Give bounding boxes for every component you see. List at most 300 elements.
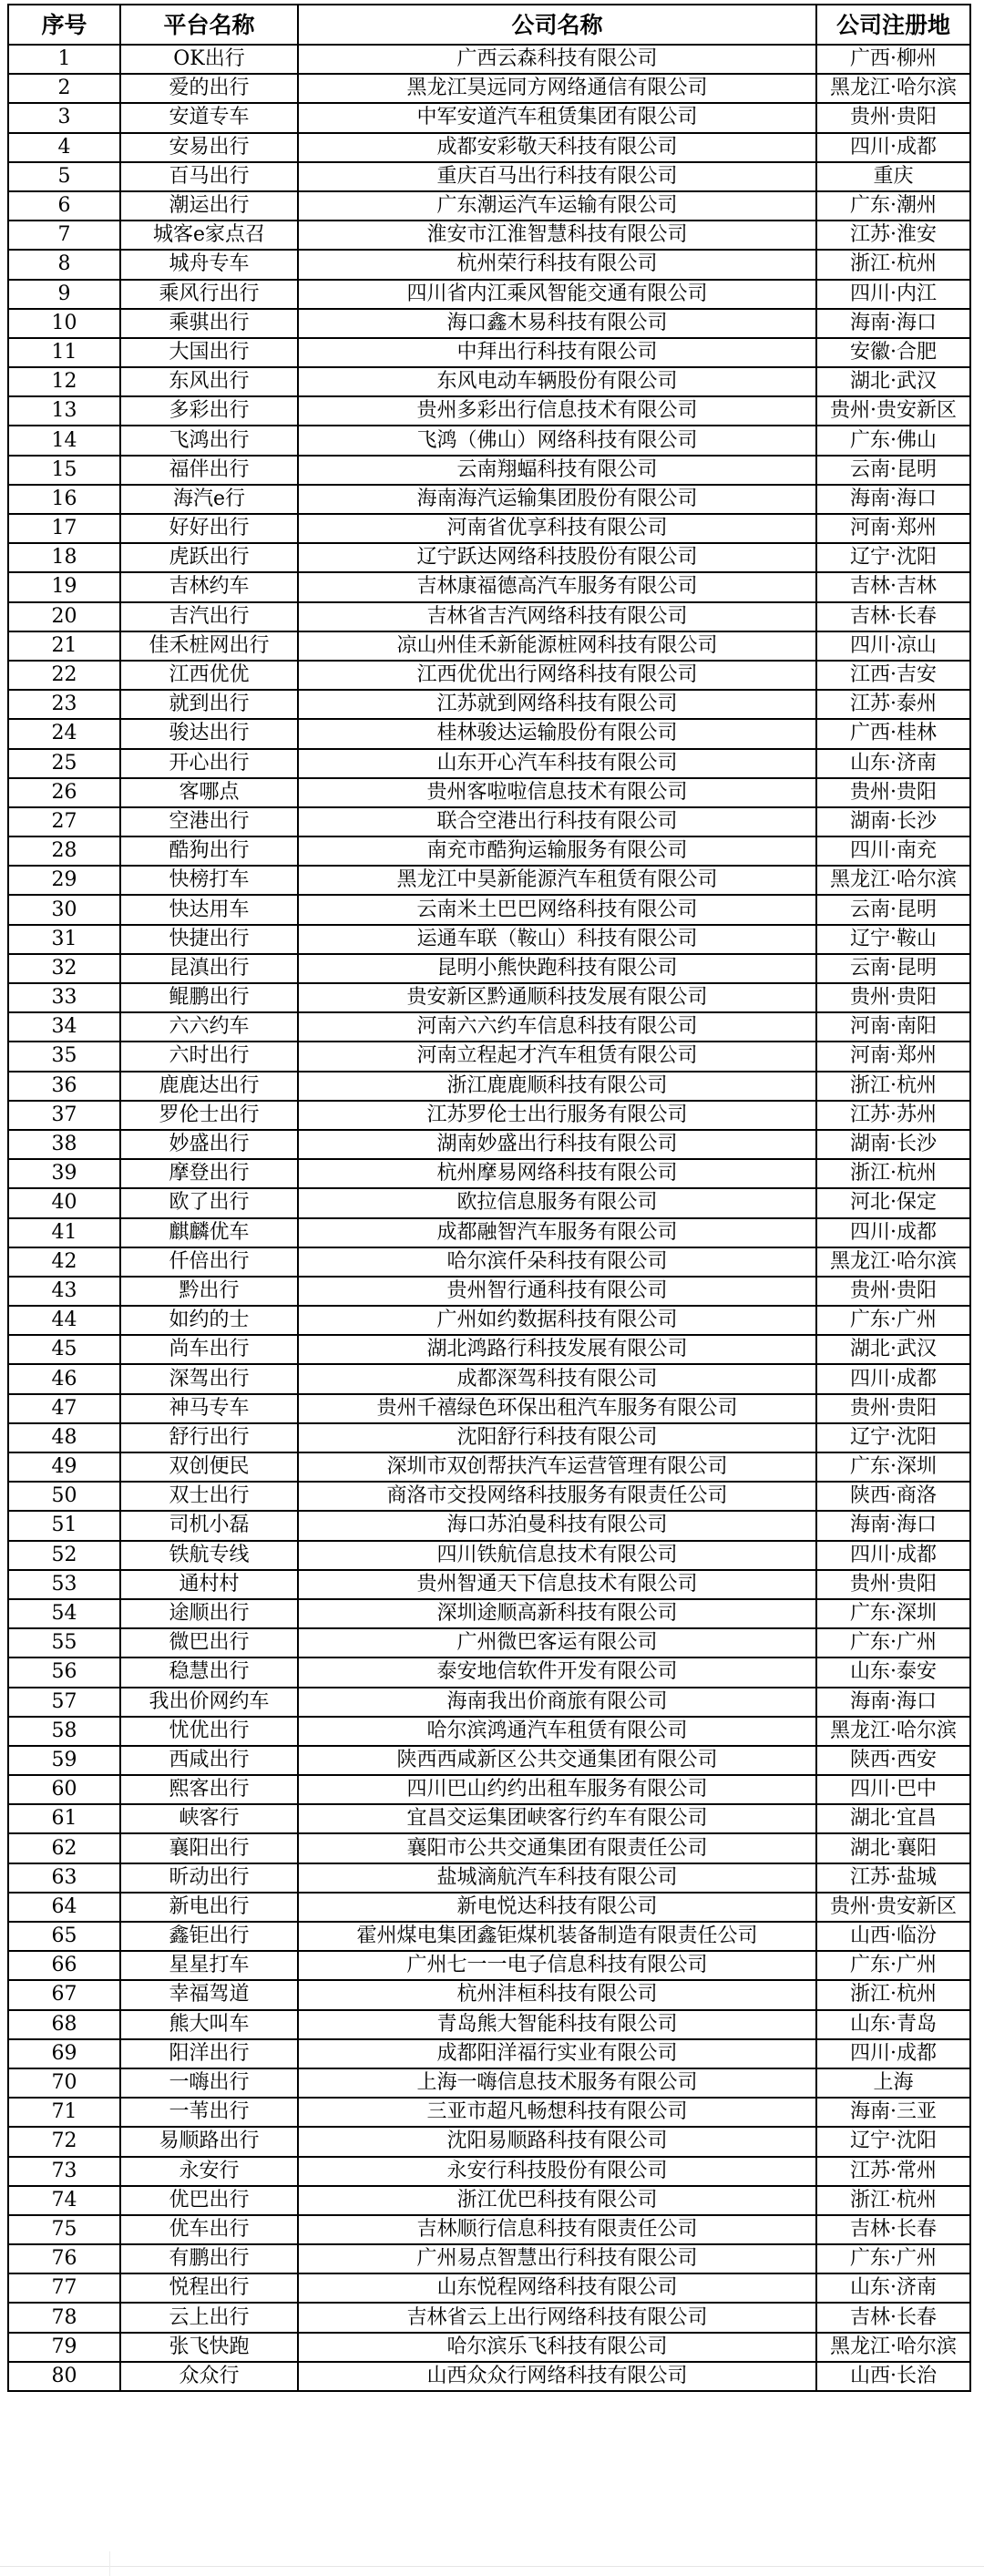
cell-platform-name: 安道专车 [120,103,298,132]
cell-registered-location: 浙江·杭州 [816,2186,970,2215]
cell-company-name: 深圳途顺高新科技有限公司 [298,1599,816,1628]
cell-index: 31 [8,925,120,954]
cell-platform-name: 佳禾桩网出行 [120,631,298,661]
cell-platform-name: 永安行 [120,2157,298,2186]
cell-platform-name: 如约的士 [120,1306,298,1335]
cell-company-name: 泰安地信软件开发有限公司 [298,1657,816,1687]
cell-index: 23 [8,690,120,719]
table-row [8,133,970,162]
cell-registered-location: 黑龙江·哈尔滨 [816,1247,970,1277]
table-row [8,1012,970,1042]
cell-registered-location: 广东·深圳 [816,1452,970,1482]
cell-platform-name: OK出行 [120,45,298,74]
table-row [8,426,970,455]
cell-company-name: 广州微巴客运有限公司 [298,1628,816,1657]
cell-company-name: 山东悦程网络科技有限公司 [298,2273,816,2303]
cell-company-name: 中拜出行科技有限公司 [298,338,816,367]
cell-platform-name: 易顺路出行 [120,2127,298,2156]
cell-platform-name: 忧优出行 [120,1717,298,1746]
cell-registered-location: 山东·泰安 [816,1657,970,1687]
cell-company-name: 黑龙江昊远同方网络通信有限公司 [298,74,816,103]
cell-index: 10 [8,309,120,338]
cell-platform-name: 我出价网约车 [120,1688,298,1717]
cell-platform-name: 鲲鹏出行 [120,983,298,1012]
cell-platform-name: 稳慧出行 [120,1657,298,1687]
cell-registered-location: 湖北·襄阳 [816,1833,970,1863]
cell-index: 51 [8,1511,120,1540]
table-row [8,1893,970,1922]
cell-company-name: 四川巴山约约出租车服务有限公司 [298,1775,816,1804]
cell-registered-location: 江苏·盐城 [816,1863,970,1893]
cell-index: 15 [8,456,120,485]
cell-index: 6 [8,191,120,221]
cell-platform-name: 潮运出行 [120,191,298,221]
table-row [8,1541,970,1570]
cell-registered-location: 安徽·合肥 [816,338,970,367]
cell-platform-name: 一嗨出行 [120,2068,298,2098]
cell-index: 67 [8,1980,120,2009]
cell-registered-location: 贵州·贵阳 [816,1394,970,1423]
cell-index: 55 [8,1628,120,1657]
cell-registered-location: 海南·海口 [816,309,970,338]
table-row [8,2098,970,2127]
table-row [8,1804,970,1833]
cell-registered-location: 江苏·常州 [816,2157,970,2186]
cell-registered-location: 湖北·武汉 [816,1335,970,1364]
table-row [8,661,970,690]
cell-company-name: 吉林省吉汽网络科技有限公司 [298,602,816,631]
cell-registered-location: 广东·广州 [816,2244,970,2273]
cell-registered-location: 黑龙江·哈尔滨 [816,866,970,895]
cell-registered-location: 广东·广州 [816,1628,970,1657]
cell-index: 8 [8,250,120,279]
cell-company-name: 南充市酷狗运输服务有限公司 [298,836,816,866]
cell-index: 27 [8,807,120,836]
cell-company-name: 杭州摩易网络科技有限公司 [298,1159,816,1188]
cell-registered-location: 山东·济南 [816,749,970,778]
cell-platform-name: 东风出行 [120,367,298,396]
cell-company-name: 河南六六约车信息科技有限公司 [298,1012,816,1042]
cell-platform-name: 深驾出行 [120,1364,298,1393]
table-row [8,1775,970,1804]
page-bottom-mark [109,2551,110,2576]
cell-platform-name: 舒行出行 [120,1423,298,1452]
table-row [8,1922,970,1951]
table-row [8,280,970,309]
table-row [8,719,970,748]
cell-platform-name: 爱的出行 [120,74,298,103]
cell-company-name: 联合空港出行科技有限公司 [298,807,816,836]
cell-company-name: 成都深驾科技有限公司 [298,1364,816,1393]
cell-platform-name: 仟倍出行 [120,1247,298,1277]
cell-platform-name: 骏达出行 [120,719,298,748]
cell-company-name: 飞鸿（佛山）网络科技有限公司 [298,426,816,455]
cell-index: 28 [8,836,120,866]
cell-platform-name: 酷狗出行 [120,836,298,866]
cell-index: 19 [8,572,120,601]
cell-registered-location: 广西·桂林 [816,719,970,748]
page-bottom-rule [0,2566,984,2567]
table-row [8,2127,970,2156]
cell-company-name: 贵州多彩出行信息技术有限公司 [298,396,816,426]
cell-registered-location: 四川·成都 [816,2039,970,2068]
cell-platform-name: 多彩出行 [120,396,298,426]
cell-platform-name: 星星打车 [120,1951,298,1980]
cell-registered-location: 云南·昆明 [816,895,970,924]
table-row [8,221,970,250]
cell-registered-location: 河北·保定 [816,1188,970,1217]
table-row [8,1247,970,1277]
cell-index: 35 [8,1042,120,1071]
cell-index: 76 [8,2244,120,2273]
table-row [8,895,970,924]
cell-company-name: 四川铁航信息技术有限公司 [298,1541,816,1570]
cell-platform-name: 云上出行 [120,2303,298,2332]
table-row [8,1511,970,1540]
cell-platform-name: 张飞快跑 [120,2333,298,2362]
cell-index: 13 [8,396,120,426]
cell-company-name: 商洛市交投网络科技服务有限责任公司 [298,1482,816,1511]
cell-index: 34 [8,1012,120,1042]
cell-company-name: 杭州沣桓科技有限公司 [298,1980,816,2009]
cell-index: 46 [8,1364,120,1393]
cell-registered-location: 贵州·贵安新区 [816,1893,970,1922]
cell-company-name: 吉林省云上出行网络科技有限公司 [298,2303,816,2332]
table-row [8,1335,970,1364]
cell-registered-location: 浙江·杭州 [816,1980,970,2009]
cell-index: 68 [8,2010,120,2039]
cell-index: 50 [8,1482,120,1511]
cell-registered-location: 四川·成都 [816,1364,970,1393]
cell-index: 17 [8,514,120,543]
table-row [8,1306,970,1335]
cell-platform-name: 通村村 [120,1570,298,1599]
cell-registered-location: 江苏·苏州 [816,1101,970,1130]
cell-platform-name: 快达用车 [120,895,298,924]
cell-index: 12 [8,367,120,396]
cell-registered-location: 湖南·长沙 [816,1130,970,1159]
cell-index: 65 [8,1922,120,1951]
cell-index: 44 [8,1306,120,1335]
cell-company-name: 欧拉信息服务有限公司 [298,1188,816,1217]
table-row [8,572,970,601]
cell-registered-location: 吉林·长春 [816,2303,970,2332]
cell-company-name: 浙江鹿鹿顺科技有限公司 [298,1072,816,1101]
cell-platform-name: 乘骐出行 [120,309,298,338]
cell-platform-name: 新电出行 [120,1893,298,1922]
table-row [8,191,970,221]
cell-index: 66 [8,1951,120,1980]
cell-platform-name: 双创便民 [120,1452,298,1482]
cell-company-name: 贵州千禧绿色环保出租汽车服务有限公司 [298,1394,816,1423]
cell-company-name: 永安行科技股份有限公司 [298,2157,816,2186]
cell-index: 73 [8,2157,120,2186]
cell-index: 48 [8,1423,120,1452]
cell-registered-location: 黑龙江·哈尔滨 [816,1717,970,1746]
cell-index: 57 [8,1688,120,1717]
table-row [8,2244,970,2273]
cell-platform-name: 妙盛出行 [120,1130,298,1159]
cell-platform-name: 微巴出行 [120,1628,298,1657]
cell-registered-location: 湖北·武汉 [816,367,970,396]
header-platform-name: 平台名称 [120,5,298,45]
cell-platform-name: 襄阳出行 [120,1833,298,1863]
cell-company-name: 淮安市江淮智慧科技有限公司 [298,221,816,250]
table-body [8,45,970,2391]
cell-index: 39 [8,1159,120,1188]
cell-index: 49 [8,1452,120,1482]
cell-platform-name: 阳洋出行 [120,2039,298,2068]
cell-platform-name: 黔出行 [120,1277,298,1306]
cell-platform-name: 吉林约车 [120,572,298,601]
table-row [8,1423,970,1452]
table-row [8,1188,970,1217]
table-row [8,1482,970,1511]
cell-platform-name: 城舟专车 [120,250,298,279]
cell-company-name: 广州如约数据科技有限公司 [298,1306,816,1335]
cell-index: 69 [8,2039,120,2068]
cell-platform-name: 昆滇出行 [120,954,298,983]
table-row [8,1688,970,1717]
cell-registered-location: 河南·郑州 [816,514,970,543]
cell-company-name: 云南米土巴巴网络科技有限公司 [298,895,816,924]
cell-index: 30 [8,895,120,924]
table-row [8,1452,970,1482]
cell-platform-name: 好好出行 [120,514,298,543]
header-registered-location: 公司注册地 [816,5,970,45]
table-row [8,1599,970,1628]
cell-registered-location: 浙江·杭州 [816,1072,970,1101]
cell-index: 63 [8,1863,120,1893]
cell-company-name: 海南我出价商旅有限公司 [298,1688,816,1717]
cell-company-name: 深圳市双创帮扶汽车运营管理有限公司 [298,1452,816,1482]
cell-index: 43 [8,1277,120,1306]
cell-index: 75 [8,2215,120,2244]
cell-index: 45 [8,1335,120,1364]
table-row [8,1364,970,1393]
header-index: 序号 [8,5,120,45]
table-header [8,5,970,45]
cell-company-name: 盐城滴航汽车科技有限公司 [298,1863,816,1893]
cell-platform-name: 优巴出行 [120,2186,298,2215]
ride-hailing-platform-table [7,4,971,2392]
cell-registered-location: 江苏·淮安 [816,221,970,250]
cell-registered-location: 海南·三亚 [816,2098,970,2127]
cell-company-name: 陕西西咸新区公共交通集团有限公司 [298,1746,816,1775]
cell-index: 77 [8,2273,120,2303]
cell-company-name: 运通车联（鞍山）科技有限公司 [298,925,816,954]
cell-registered-location: 上海 [816,2068,970,2098]
table-row [8,631,970,661]
cell-company-name: 襄阳市公共交通集团有限责任公司 [298,1833,816,1863]
cell-platform-name: 神马专车 [120,1394,298,1423]
cell-registered-location: 四川·南充 [816,836,970,866]
table-row [8,1394,970,1423]
cell-registered-location: 广东·广州 [816,1951,970,1980]
cell-platform-name: 峡客行 [120,1804,298,1833]
table-row [8,1628,970,1657]
cell-platform-name: 福伴出行 [120,456,298,485]
cell-registered-location: 山西·长治 [816,2362,970,2391]
cell-index: 78 [8,2303,120,2332]
cell-registered-location: 四川·凉山 [816,631,970,661]
cell-index: 22 [8,661,120,690]
table-row [8,456,970,485]
cell-registered-location: 贵州·贵阳 [816,103,970,132]
cell-company-name: 贵州智行通科技有限公司 [298,1277,816,1306]
cell-registered-location: 河南·南阳 [816,1012,970,1042]
cell-company-name: 贵安新区黔通顺科技发展有限公司 [298,983,816,1012]
cell-index: 56 [8,1657,120,1687]
cell-company-name: 成都安彩敬天科技有限公司 [298,133,816,162]
cell-company-name: 广州七一一电子信息科技有限公司 [298,1951,816,1980]
cell-company-name: 重庆百马出行科技有限公司 [298,162,816,191]
cell-platform-name: 空港出行 [120,807,298,836]
table-row [8,2157,970,2186]
cell-company-name: 霍州煤电集团鑫钜煤机装备制造有限责任公司 [298,1922,816,1951]
cell-company-name: 浙江优巴科技有限公司 [298,2186,816,2215]
cell-company-name: 沈阳易顺路科技有限公司 [298,2127,816,2156]
cell-platform-name: 鹿鹿达出行 [120,1072,298,1101]
cell-index: 26 [8,778,120,807]
table-row [8,1951,970,1980]
cell-index: 64 [8,1893,120,1922]
table-row [8,2039,970,2068]
table-row [8,778,970,807]
table-row [8,1277,970,1306]
cell-index: 24 [8,719,120,748]
cell-registered-location: 辽宁·鞍山 [816,925,970,954]
table-row [8,602,970,631]
table-row [8,1657,970,1687]
cell-index: 14 [8,426,120,455]
cell-index: 59 [8,1746,120,1775]
cell-registered-location: 贵州·贵安新区 [816,396,970,426]
cell-index: 41 [8,1218,120,1247]
cell-platform-name: 罗伦士出行 [120,1101,298,1130]
table-row [8,807,970,836]
cell-registered-location: 四川·内江 [816,280,970,309]
table-row [8,1072,970,1101]
cell-index: 80 [8,2362,120,2391]
cell-index: 32 [8,954,120,983]
cell-company-name: 哈尔滨鸿通汽车租赁有限公司 [298,1717,816,1746]
table-row [8,2068,970,2098]
cell-company-name: 三亚市超凡畅想科技有限公司 [298,2098,816,2127]
cell-company-name: 海口苏泊曼科技有限公司 [298,1511,816,1540]
cell-index: 11 [8,338,120,367]
cell-platform-name: 乘风行出行 [120,280,298,309]
cell-registered-location: 广东·潮州 [816,191,970,221]
cell-registered-location: 吉林·吉林 [816,572,970,601]
cell-registered-location: 黑龙江·哈尔滨 [816,2333,970,2362]
cell-index: 25 [8,749,120,778]
cell-company-name: 东风电动车辆股份有限公司 [298,367,816,396]
cell-index: 38 [8,1130,120,1159]
cell-company-name: 吉林顺行信息科技有限责任公司 [298,2215,816,2244]
cell-registered-location: 吉林·长春 [816,2215,970,2244]
cell-platform-name: 江西优优 [120,661,298,690]
cell-index: 9 [8,280,120,309]
cell-platform-name: 海汽e行 [120,485,298,514]
table-row [8,836,970,866]
cell-index: 2 [8,74,120,103]
cell-company-name: 宜昌交运集团峡客行约车有限公司 [298,1804,816,1833]
cell-platform-name: 快榜打车 [120,866,298,895]
cell-company-name: 河南省优享科技有限公司 [298,514,816,543]
registry-sheet [7,4,969,2392]
cell-registered-location: 贵州·贵阳 [816,778,970,807]
cell-registered-location: 广西·柳州 [816,45,970,74]
table-row [8,2215,970,2244]
table-row [8,1717,970,1746]
table-row [8,2010,970,2039]
cell-company-name: 沈阳舒行科技有限公司 [298,1423,816,1452]
header-company-name: 公司名称 [298,5,816,45]
cell-index: 7 [8,221,120,250]
cell-index: 71 [8,2098,120,2127]
table-row [8,396,970,426]
cell-company-name: 江西优优出行网络科技有限公司 [298,661,816,690]
table-row [8,162,970,191]
cell-platform-name: 摩登出行 [120,1159,298,1188]
cell-company-name: 山东开心汽车科技有限公司 [298,749,816,778]
cell-company-name: 江苏就到网络科技有限公司 [298,690,816,719]
cell-platform-name: 熙客出行 [120,1775,298,1804]
table-row [8,1218,970,1247]
cell-registered-location: 陕西·西安 [816,1746,970,1775]
table-row [8,2273,970,2303]
cell-index: 16 [8,485,120,514]
table-row [8,1833,970,1863]
cell-company-name: 江苏罗伦士出行服务有限公司 [298,1101,816,1130]
cell-index: 58 [8,1717,120,1746]
cell-registered-location: 湖南·长沙 [816,807,970,836]
cell-company-name: 哈尔滨仟朵科技有限公司 [298,1247,816,1277]
cell-company-name: 海南海汽运输集团股份有限公司 [298,485,816,514]
cell-company-name: 山西众众行网络科技有限公司 [298,2362,816,2391]
cell-platform-name: 熊大叫车 [120,2010,298,2039]
cell-platform-name: 幸福驾道 [120,1980,298,2009]
cell-registered-location: 河南·郑州 [816,1042,970,1071]
table-row [8,1130,970,1159]
cell-platform-name: 悦程出行 [120,2273,298,2303]
cell-registered-location: 四川·成都 [816,133,970,162]
cell-registered-location: 重庆 [816,162,970,191]
table-row [8,749,970,778]
cell-company-name: 桂林骏达运输股份有限公司 [298,719,816,748]
cell-platform-name: 飞鸿出行 [120,426,298,455]
cell-platform-name: 优车出行 [120,2215,298,2244]
cell-company-name: 成都阳洋福行实业有限公司 [298,2039,816,2068]
table-row [8,1863,970,1893]
cell-registered-location: 广东·佛山 [816,426,970,455]
cell-company-name: 昆明小熊快跑科技有限公司 [298,954,816,983]
cell-company-name: 河南立程起才汽车租赁有限公司 [298,1042,816,1071]
cell-index: 36 [8,1072,120,1101]
cell-registered-location: 江西·吉安 [816,661,970,690]
table-row [8,1101,970,1130]
cell-registered-location: 山东·济南 [816,2273,970,2303]
cell-registered-location: 辽宁·沈阳 [816,2127,970,2156]
table-row [8,1746,970,1775]
cell-registered-location: 黑龙江·哈尔滨 [816,74,970,103]
cell-registered-location: 广东·深圳 [816,1599,970,1628]
table-row [8,543,970,572]
cell-company-name: 黑龙江中昊新能源汽车租赁有限公司 [298,866,816,895]
table-row [8,45,970,74]
cell-platform-name: 开心出行 [120,749,298,778]
